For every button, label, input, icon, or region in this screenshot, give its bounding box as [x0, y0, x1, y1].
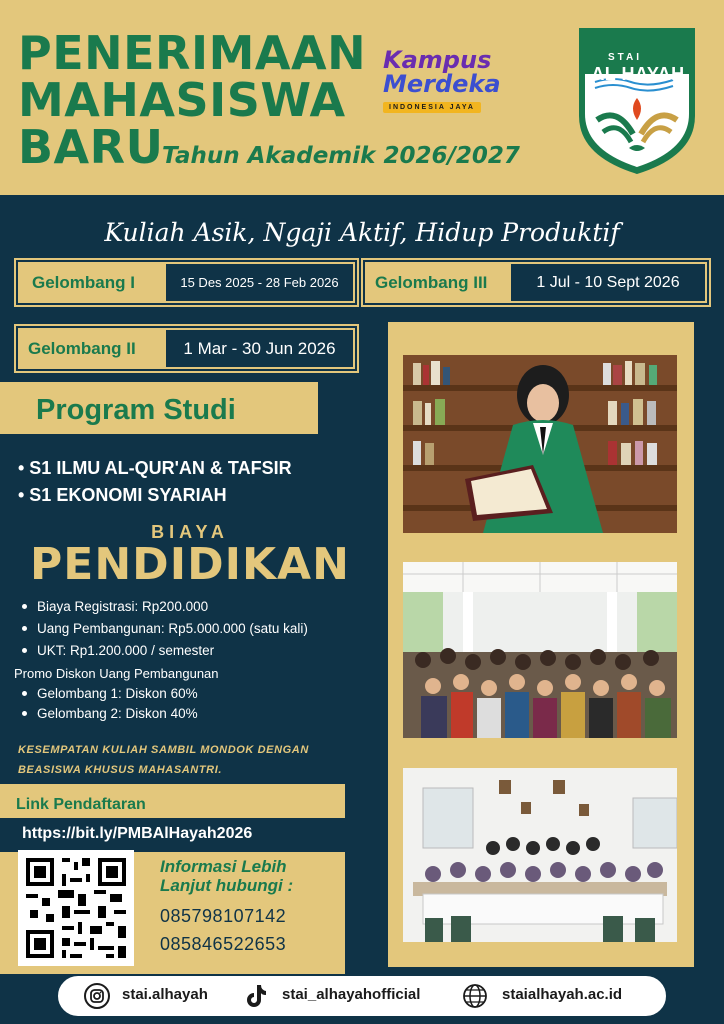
title-line-2: MAHASISWA: [18, 73, 346, 127]
logo-text-name: AL HAYAH: [591, 64, 685, 84]
gelombang-1-box: [16, 260, 357, 305]
fee-item-3: UKT: Rp1.200.000 / semester: [22, 643, 214, 658]
globe-icon[interactable]: [462, 983, 488, 1009]
logo-text-stai: STAI: [608, 52, 643, 63]
group-photo-hall: [403, 562, 677, 738]
biaya-heading: BIAYA: [151, 522, 229, 542]
gelombang-2-box: [16, 326, 357, 371]
registration-link[interactable]: https://bit.ly/PMBAlHayah2026: [22, 825, 253, 842]
tiktok-icon[interactable]: [243, 983, 269, 1009]
promo-title: Promo Diskon Uang Pembangunan: [14, 666, 219, 681]
promo-item-2: Gelombang 2: Diskon 40%: [22, 706, 198, 721]
kampus-merdeka-logo: [383, 48, 533, 114]
kampus-merdeka-line1: Kampus: [383, 46, 492, 74]
tiktok-handle[interactable]: stai_alhayahofficial: [282, 986, 421, 1003]
qr-code-icon[interactable]: [18, 850, 134, 966]
gelombang-3-box: [363, 260, 709, 305]
kampus-merdeka-line2: Merdeka: [383, 70, 501, 98]
instagram-icon[interactable]: [84, 983, 110, 1009]
gelombang-3-date: 1 Jul - 10 Sept 2026: [511, 264, 705, 301]
scholarship-note: KESEMPATAN KULIAH SAMBIL MONDOK DENGAN BEASISWA KHUSUS MAHASANTRI.: [18, 744, 309, 776]
link-title: Link Pendaftaran: [16, 796, 146, 813]
title-line-1: PENERIMAAN: [18, 26, 367, 80]
stai-alhayah-logo-icon: [573, 24, 701, 176]
prodi-item-2: • S1 EKONOMI SYARIAH: [18, 485, 227, 505]
fee-item-2: Uang Pembangunan: Rp5.000.000 (satu kali): [22, 621, 308, 636]
info-title-line1: Informasi Lebih: [160, 857, 287, 876]
title-line-3: BARU: [18, 120, 164, 174]
instagram-handle[interactable]: stai.alhayah: [122, 986, 208, 1003]
phone-1[interactable]: 085798107142: [160, 906, 287, 926]
pendidikan-heading: PENDIDIKAN: [30, 539, 350, 590]
group-photo-room: [403, 768, 677, 942]
academic-year: Tahun Akademik 2026/2027: [162, 143, 520, 169]
phone-2[interactable]: 085846522653: [160, 934, 287, 954]
info-title: [160, 857, 293, 895]
prodi-item-1: • S1 ILMU AL-QUR'AN & TAFSIR: [18, 458, 292, 478]
gelombang-1-date: 15 Des 2025 - 28 Feb 2026: [166, 264, 353, 301]
gelombang-2-label: Gelombang II: [28, 339, 136, 358]
promo-item-1: Gelombang 1: Diskon 60%: [22, 686, 198, 701]
website-link[interactable]: staialhayah.ac.id: [502, 986, 623, 1003]
fee-item-1: Biaya Registrasi: Rp200.000: [22, 599, 208, 614]
tagline: Kuliah Asik, Ngaji Aktif, Hidup Produktif: [104, 218, 620, 247]
program-studi-title: Program Studi: [36, 394, 236, 426]
gelombang-3-label: Gelombang III: [375, 273, 488, 292]
kampus-merdeka-sub: INDONESIA JAYA: [383, 102, 481, 113]
student-reading-photo: [403, 355, 677, 533]
info-title-line2: Lanjut hubungi :: [160, 876, 294, 895]
gelombang-1-label: Gelombang I: [32, 273, 135, 292]
gelombang-2-date: 1 Mar - 30 Jun 2026: [166, 330, 353, 367]
